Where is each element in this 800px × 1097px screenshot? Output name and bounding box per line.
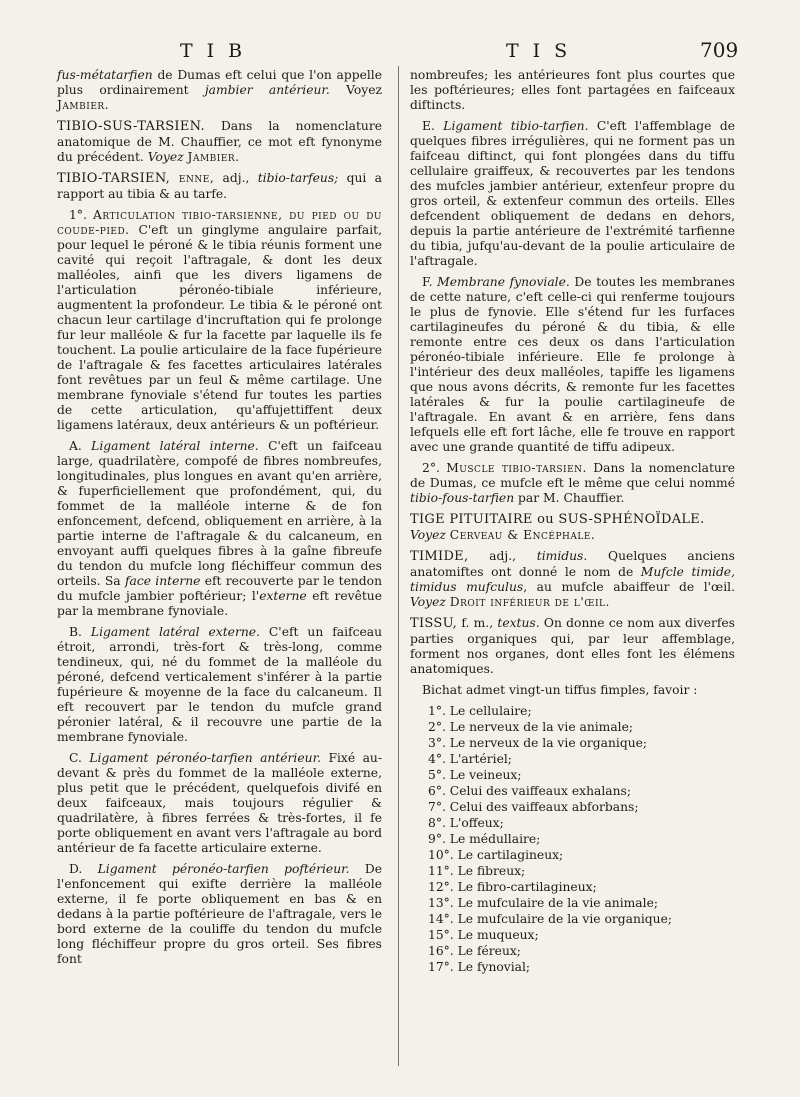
paragraph-muscle: 2°. Muscle tibio-tarsien. Dans la nomenclature de Dumas, ce mufcle eft le même que celui nommé tibio-fous-tarfien par M. Chauffier. (410, 461, 735, 505)
entry-timide: TIMIDE, adj., timidus. Quelques anciens anatomiftes ont donné le nom de Mufcle timide, timidus mufculus, au mufcle abaiffeur de l'œil. Voyez Droit inférieur de l'œil. (410, 548, 735, 609)
list-item: 2°. Le nerveux de la vie animale; (428, 719, 634, 734)
paragraph-ligament-a: A. Ligament latéral interne. C'eft un faifceau large, quadrilatère, compofé de fibres nombreufes, longitudinales, plus longues en avant qu'en arrière, & fuperficiellement que profondément, qui, du fommet de la malléole interne & de fon enfoncement, defcend, obliquement en arrière, à la partie interne de l'aftragale & du calcaneum, en envoyant auffi quelques fibres à la gaîne fibreufe du tendon du mufcle long fléchiffeur commun des orteils. Sa face interne eft recouverte par le tendon du mufcle jambier poftérieur; l'externe eft revêtue par la membrane fynoviale. (57, 438, 382, 618)
list-item: 11°. Le fibreux; (428, 863, 526, 878)
column-divider (398, 66, 399, 1066)
list-item: 8°. L'offeux; (428, 815, 504, 830)
list-item: 14°. Le mufculaire de la vie organique; (428, 911, 673, 926)
list-item: 17°. Le fynovial; (428, 959, 531, 974)
running-header-right: TIS (506, 40, 582, 62)
left-column (57, 68, 382, 973)
list-item: 9°. Le médullaire; (428, 831, 541, 846)
paragraph-ligament-e: E. Ligament tibio-tarfien. C'eft l'affemblage de quelques fibres irrégulières, qui ne forment pas un faifceau diftinct, qui font plongées dans du tiffu cellulaire graiffeux, & recouvertes par les tendons des mufcles jambier antérieur, extenfeur propre du gros orteil, & extenfeur commun des orteils. Elles defcendent obliquement de dedans en dehors, depuis la partie antérieure de l'extrémité tarfienne du tibia, jufqu'au-devant de la poulie articulaire de l'aftragale. (410, 119, 736, 268)
paragraph-bichat: Bichat admet vingt-un tiffus fimples, favoir : (422, 682, 698, 697)
paragraph-ligament-d: D. Ligament péronéo-tarfien poftérieur. De l'enfoncement qui exifte derrière la malléole externe, il fe porte obliquement en bas & en dedans à la partie poftérieure de l'aftragale, vers le bord externe de la couliffe du tendon du mufcle long fléchiffeur propre du gros orteil. Ses fibres font (57, 861, 382, 966)
paragraph-membrane-f: F. Membrane fynoviale. De toutes les membranes de cette nature, c'eft celle-ci qui renferme toujours le plus de fynovie. Elle s'étend fur les furfaces cartilagineufes du péroné & du tibia, & elle remonte entre ces deux os dans l'articulation péronéo-tibiale inférieure. Elle fe prolonge à l'intérieur des deux malléoles, tapiffe les ligamens que nous avons décrits, & remonte fur les facettes latérales & fur la poulie cartilagineufe de l'aftragale. En avant & en arrière, fens dans lefquels elle eft fort lâche, elle fe trouve en rapport avec une grande quantité de tiffu adipeux. (410, 275, 735, 454)
paragraph-articulation: 1°. Articulation tibio-tarsienne, du pied ou du coude-pied. C'eft un ginglyme angulaire parfait, pour lequel le péroné & le tibia réunis forment une cavité qui reçoit l'aftragale, & dont les deux malléoles, ainfi que les divers ligamens de l'articulation péronéo-tibiale inférieure, augmentent la profondeur. Le tibia & le péroné ont chacun leur cartilage d'incruftation qui fe prolonge fur leur malléole & fur la facette par laquelle ils fe touchent. La poulie articulaire de la face fupérieure de l'aftragale & fes facettes articulaires latérales font revêtues par un feul & même cartilage. Une membrane fynoviale s'étend fur toutes les parties de cette articulation, qu'affujettiffent deux ligamens latéraux, deux antérieurs & un poftérieur. (57, 207, 382, 432)
list-item: 10°. Le cartilagineux; (428, 847, 564, 862)
right-column (410, 68, 735, 976)
list-item: 1°. Le cellulaire; (428, 703, 532, 718)
list-item: 5°. Le veineux; (428, 767, 522, 782)
running-header-left: TIB (180, 40, 257, 62)
entry-tissu: TISSU, f. m., textus. On donne ce nom aux diverfes parties organiques qui, par leur affemblage, forment nos organes, dont elles font les élémens anatomiques. (410, 615, 735, 676)
list-item: 13°. Le mufculaire de la vie animale; (428, 895, 658, 910)
page-number: 709 (700, 38, 739, 62)
entry-tibio-tarsien: TIBIO-TARSIEN, enne, adj., tibio-tarfeus; qui a rapport au tibia & au tarfe. (57, 170, 383, 201)
list-item: 7°. Celui des vaiffeaux abforbans; (428, 799, 639, 814)
list-item: 4°. L'artériel; (428, 751, 512, 766)
list-item: 16°. Le féreux; (428, 943, 521, 958)
tissue-list (428, 704, 735, 975)
list-item: 6°. Celui des vaiffeaux exhalans; (428, 783, 631, 798)
list-item: 12°. Le fibro-cartilagineux; (428, 879, 597, 894)
paragraph-ligament-b: B. Ligament latéral externe. C'eft un faifceau étroit, arrondi, très-fort & très-long, comme tendineux, qui, né du fommet de la malléole du péroné, defcend verticalement s'inférer à la partie fupérieure & moyenne de la face du calcaneum. Il eft recouvert par le tendon du mufcle grand péronier latéral, & il recouvre une partie de la membrane fynoviale. (57, 624, 382, 744)
entry-tibio-sus-tarsien: TIBIO-SUS-TARSIEN. Dans la nomenclature anatomique de M. Chauffier, ce mot eft fynonyme du précédent. Voyez Jambier. (57, 119, 382, 164)
list-item: 3°. Le nerveux de la vie organique; (428, 735, 648, 750)
paragraph-continuation: fus-métatarfien de Dumas eft celui que l'on appelle plus ordinairement jambier antérieur. Voyez Jambier. (57, 68, 382, 112)
entry-tige-pituitaire: TIGE PITUITAIRE ou SUS-SPHÉNOÏDALE. Voyez Cerveau & Encéphale. (410, 512, 705, 542)
paragraph-continuation: nombreufes; les antérieures font plus courtes que les poftérieures; elles font partagées en faifceaux diftincts. (410, 68, 735, 112)
list-item: 15°. Le muqueux; (428, 927, 539, 942)
paragraph-ligament-c: C. Ligament péronéo-tarfien antérieur. Fixé au-devant & près du fommet de la malléole externe, plus petit que le précédent, quelquefois divifé en deux faifceaux, mais toujours régulier & quadrilatère, à fibres ferrées & très-fortes, il fe porte obliquement en avant vers l'aftragale au bord antérieur de fa facette articulaire externe. (57, 750, 382, 855)
